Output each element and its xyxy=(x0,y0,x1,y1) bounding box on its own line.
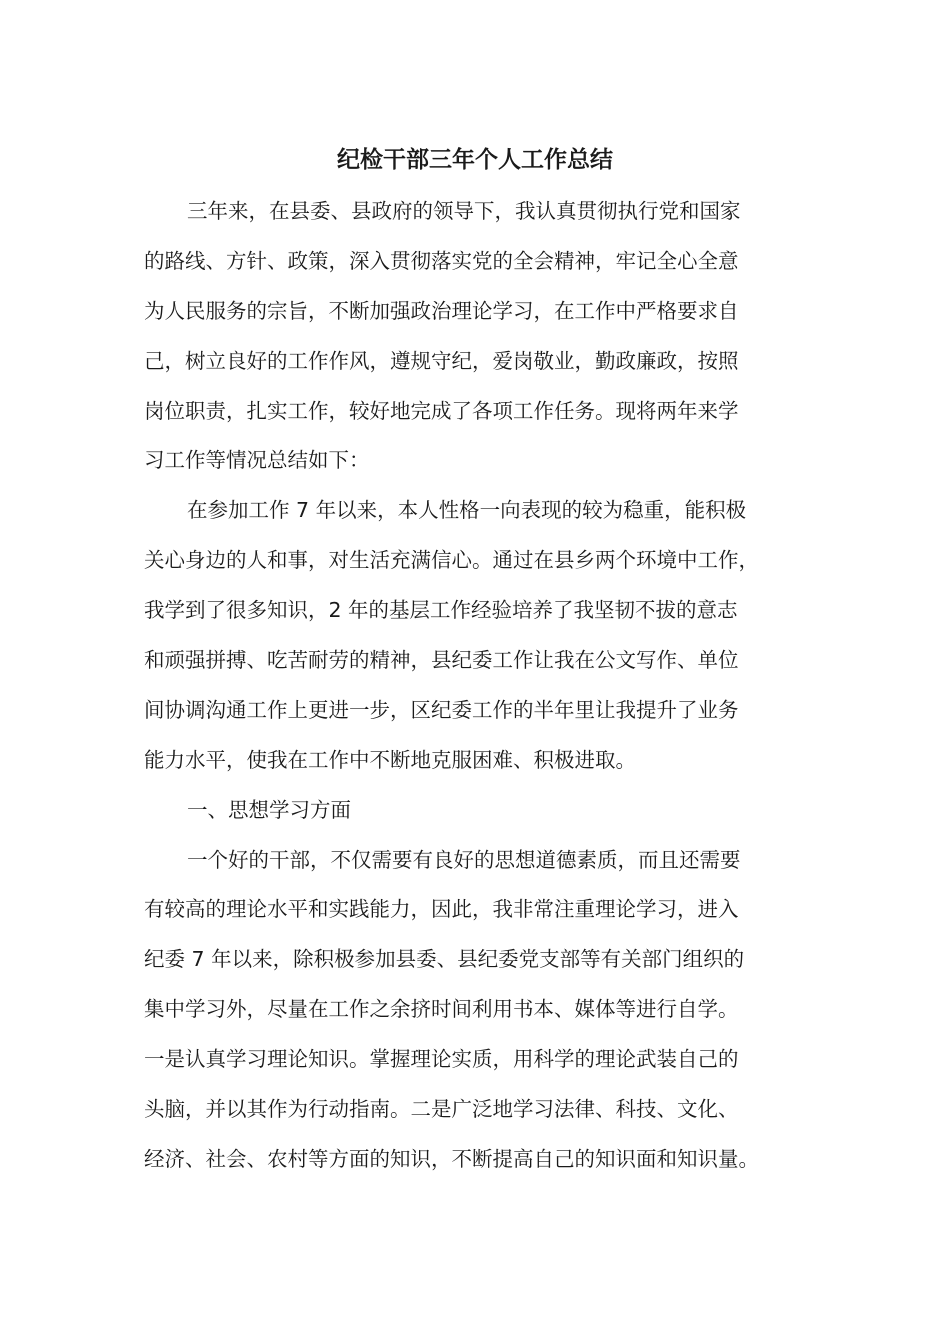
body-line: 己，树立良好的工作作风，遵规守纪，爱岗敬业，勤政廉政，按照 xyxy=(144,348,739,373)
body-line: 三年来，在县委、县政府的领导下，我认真贯彻执行党和国家 xyxy=(187,199,741,223)
body-line: 在参加工作 7 年以来，本人性格一向表现的较为稳重，能积极 xyxy=(187,498,747,523)
body-line: 头脑，并以其作为行动指南。二是广泛地学习法律、科技、文化、 xyxy=(144,1097,739,1122)
document-body xyxy=(144,187,824,1185)
body-line: 间协调沟通工作上更进一步，区纪委工作的半年里让我提升了业务 xyxy=(144,697,739,722)
document-title: 纪检干部三年个人工作总结 xyxy=(337,147,613,173)
body-line: 习工作等情况总结如下： xyxy=(144,448,370,473)
body-line: 一、思想学习方面 xyxy=(187,797,351,822)
body-line: 集中学习外，尽量在工作之余挤时间利用书本、媒体等进行自学。 xyxy=(144,997,739,1022)
body-line: 我学到了很多知识，2 年的基层工作经验培养了我坚韧不拔的意志 xyxy=(144,598,738,623)
body-line: 和顽强拼搏、吃苦耐劳的精神，县纪委工作让我在公文写作、单位 xyxy=(144,648,739,673)
body-line: 有较高的理论水平和实践能力，因此，我非常注重理论学习，进入 xyxy=(144,897,739,922)
body-line: 岗位职责，扎实工作，较好地完成了各项工作任务。现将两年来学 xyxy=(144,398,739,423)
body-line: 一是认真学习理论知识。掌握理论实质，用科学的理论武装自己的 xyxy=(144,1047,739,1072)
body-line: 经济、社会、农村等方面的知识，不断提高自己的知识面和知识量。 xyxy=(144,1146,759,1171)
body-line: 关心身边的人和事，对生活充满信心。通过在县乡两个环境中工作， xyxy=(144,548,759,573)
body-line: 纪委 7 年以来，除积极参加县委、县纪委党支部等有关部门组织的 xyxy=(144,947,745,972)
body-line: 能力水平，使我在工作中不断地克服困难、积极进取。 xyxy=(144,747,636,772)
body-line: 的路线、方针、政策，深入贯彻落实党的全会精神，牢记全心全意 xyxy=(144,248,739,273)
body-line: 为人民服务的宗旨，不断加强政治理论学习，在工作中严格要求自 xyxy=(144,298,739,323)
body-line: 一个好的干部，不仅需要有良好的思想道德素质，而且还需要 xyxy=(187,847,741,872)
